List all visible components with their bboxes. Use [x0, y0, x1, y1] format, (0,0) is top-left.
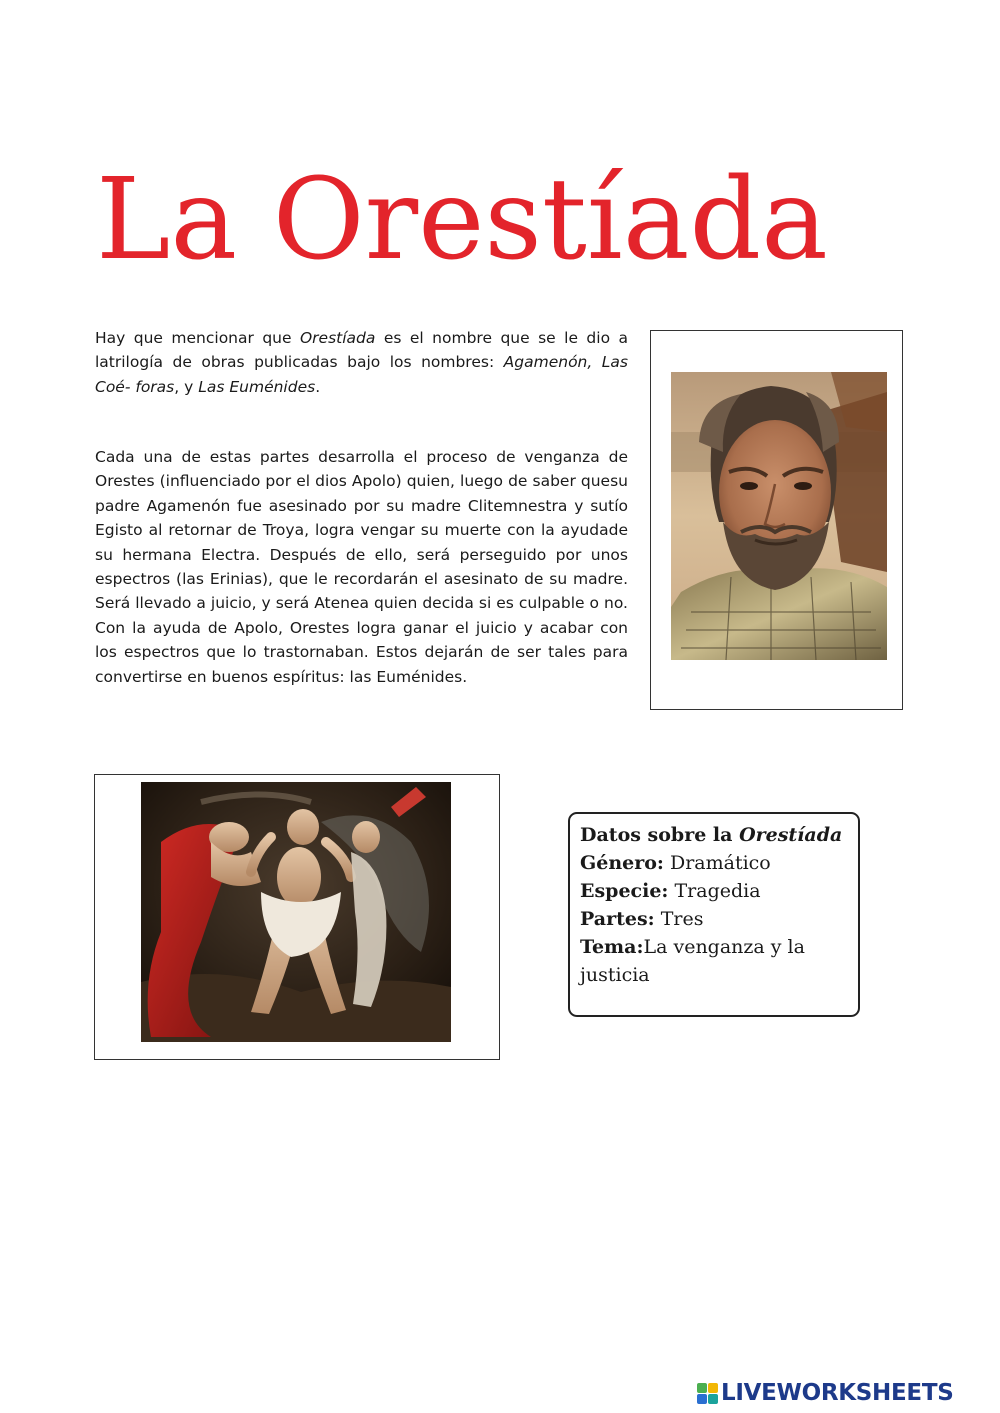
portrait-image — [671, 372, 887, 660]
liveworksheets-logo-icon — [697, 1383, 718, 1404]
portrait-illustration — [671, 372, 887, 660]
intro-text: es el nombre que se le dio a latrilogía de obras publicadas bajo los nombres: — [95, 329, 628, 372]
intro-text: Hay que mencionar que — [95, 329, 300, 347]
painting-frame — [94, 774, 500, 1060]
logo-square-teal — [708, 1394, 718, 1404]
intro-title-italic: Orestíada — [299, 329, 376, 347]
species-label: Especie: — [580, 880, 669, 902]
facts-heading-text: Datos sobre la — [580, 824, 740, 846]
theme-label: Tema: — [580, 936, 644, 958]
facts-species — [580, 877, 848, 905]
plot-paragraph: Cada una de estas partes desarrolla el proceso de venganza de Orestes (influenciado por el dios Apolo) quien, luego de saber quesu padre Agamenón fue asesinado por su madre Clitemnestra y sutío Egisto al retornar de Troya, logra vengar su muerte con la ayudade su hermana Electra. Después de ello, será perseguido por unos espectros (las Erinias), que le recordarán el asesinato de su madre. Será llevado a juicio, y será Atenea quien decida si es culpable o no. Con la ayuda de Apolo, Orestes logra ganar el juicio y acabar con los espectros que lo trastornaban. Estos dejarán de ser tales para convertirse en buenos espíritus: las Euménides. — [95, 448, 628, 686]
facts-heading — [580, 821, 848, 849]
painting-illustration — [141, 782, 451, 1042]
liveworksheets-logo[interactable] — [697, 1377, 953, 1409]
page-title: La Orestíada — [96, 155, 828, 285]
intro-works-italic: Agamenón, Las Coé- foras — [95, 353, 628, 396]
intro-text: , y — [174, 377, 199, 396]
facts-box — [568, 812, 860, 1017]
facts-theme — [580, 933, 848, 989]
intro-works-italic: Las Euménides — [198, 377, 316, 396]
facts-parts — [580, 905, 848, 933]
genre-label: Género: — [580, 852, 664, 874]
facts-heading-italic: Orestíada — [739, 824, 843, 846]
facts-genre — [580, 849, 848, 877]
parts-label: Partes: — [580, 908, 655, 930]
parts-value: Tres — [654, 908, 704, 930]
portrait-frame — [650, 330, 903, 710]
species-value: Tragedia — [668, 880, 761, 902]
intro-text: . — [315, 377, 321, 396]
logo-square-blue — [697, 1394, 707, 1404]
logo-square-green — [697, 1383, 707, 1393]
logo-square-yellow — [708, 1383, 718, 1393]
intro-paragraph — [95, 326, 628, 399]
painting-image — [141, 782, 451, 1042]
genre-value: Dramático — [663, 852, 771, 874]
liveworksheets-brand: LIVEWORKSHEETS — [721, 1380, 954, 1406]
theme-value: La venganza y la justicia — [580, 936, 805, 986]
